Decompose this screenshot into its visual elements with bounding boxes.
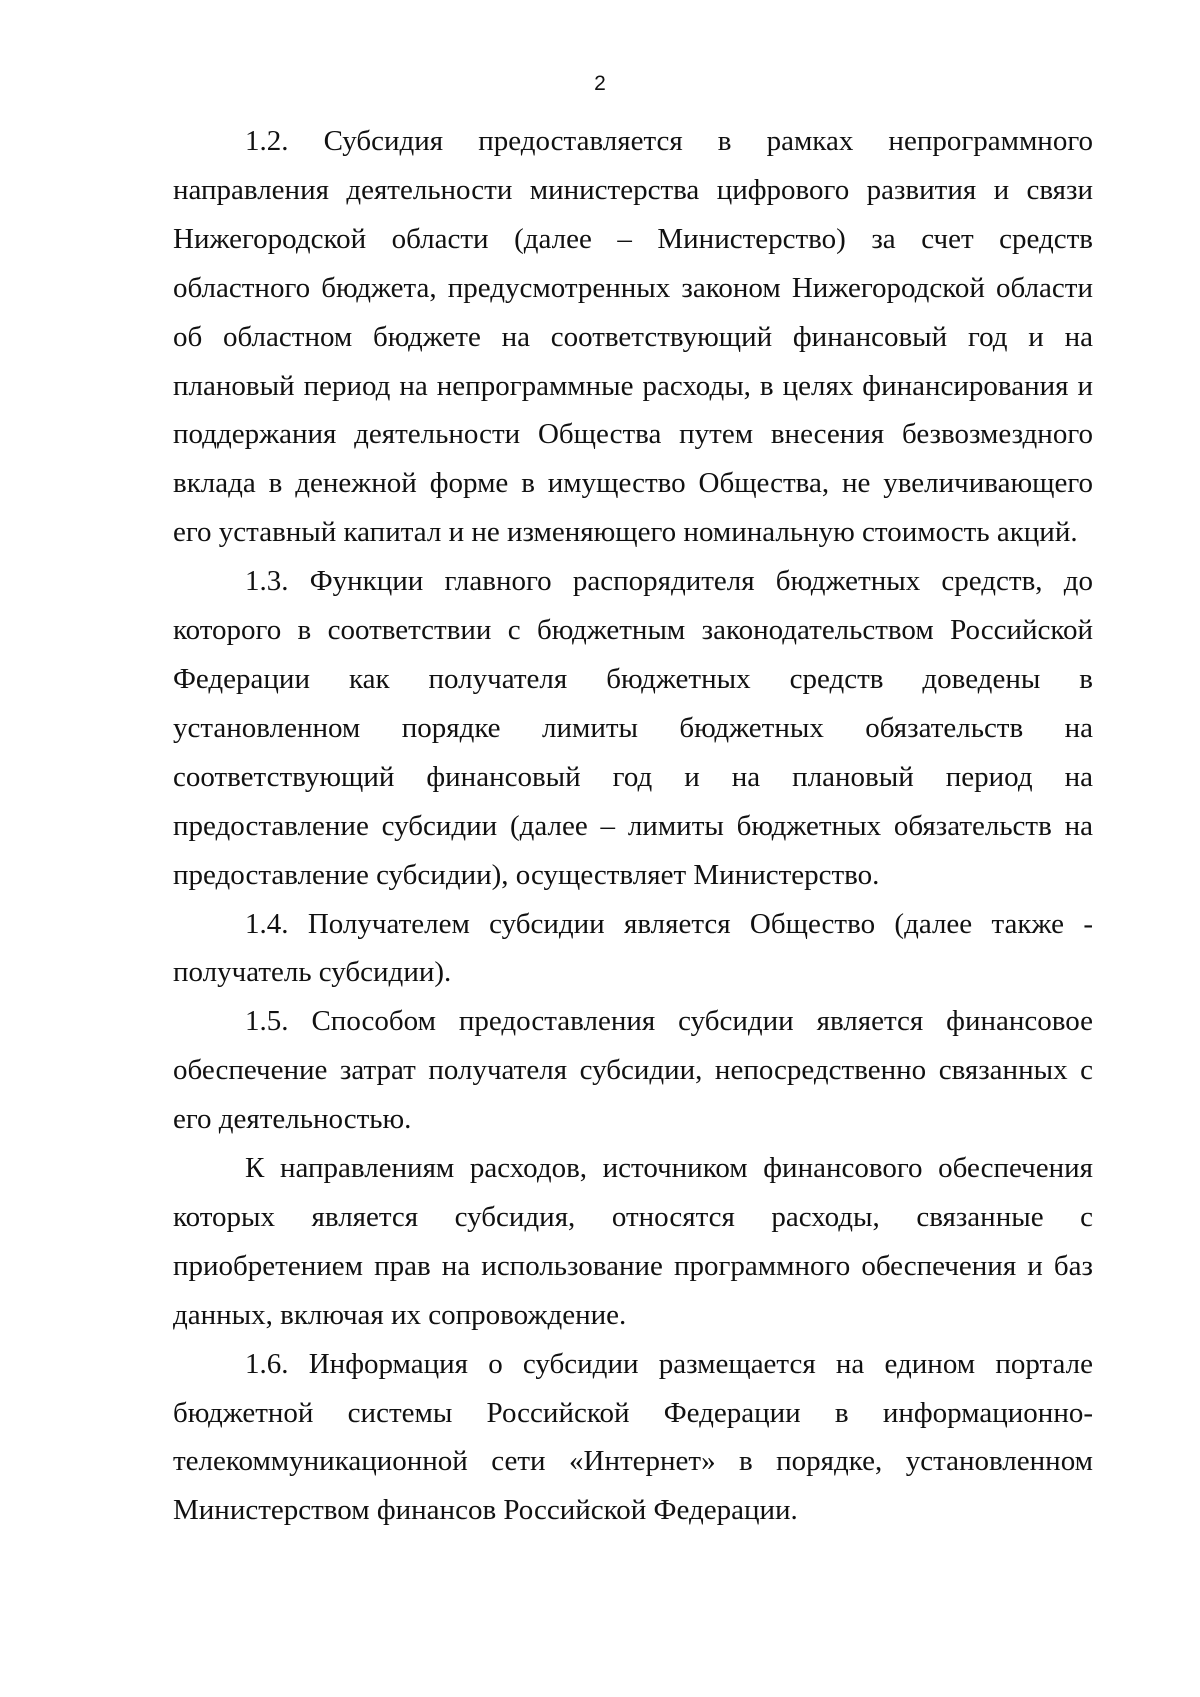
paragraph-1-3: 1.3. Функции главного распорядителя бюджетных средств, до которого в соответствии с бюджетным законодательством Российской Федерации как получателя бюджетных средств доведены в установленном порядке лимиты бюджетных обязательств на соответствующий финансовый год и на плановый период на предоставление субсидии (далее – лимиты бюджетных обязательств на предоставление субсидии), осуществляет Министерство. (173, 565, 1093, 891)
paragraph-1-6: 1.6. Информация о субсидии размещается на едином портале бюджетной системы Российской Федерации в информационно-телекоммуникационной сети «Интернет» в порядке, установленном Министерством финансов Российской Федерации. (173, 1347, 1093, 1527)
paragraph-expense-directions: К направлениям расходов, источником финансового обеспечения которых является субсидия, относятся расходы, связанные с приобретением прав на использование программного обеспечения и баз данных, включая их сопровождение. (173, 1152, 1093, 1331)
paragraph-1-2: 1.2. Субсидия предоставляется в рамках непрограммного направления деятельности министерства цифрового развития и связи Нижегородской области (далее – Министерство) за счет средств областного бюджета, предусмотренных законом Нижегородской области об областном бюджете на соответствующий финансовый год и на плановый период на непрограммные расходы, в целях финансирования и поддержания деятельности Общества путем внесения безвозмездного вклада в денежной форме в имущество Общества, не увеличивающего его уставный капитал и не изменяющего номинальную стоимость акций. (173, 125, 1093, 549)
paragraph-1-5: 1.5. Способом предоставления субсидии является финансовое обеспечение затрат получателя субсидии, непосредственно связанных с его деятельностью. (173, 1005, 1093, 1136)
document-body (173, 117, 1093, 1535)
paragraph-1-4: 1.4. Получателем субсидии является Общество (далее также - получатель субсидии). (173, 907, 1093, 989)
page-number: 2 (594, 72, 606, 95)
